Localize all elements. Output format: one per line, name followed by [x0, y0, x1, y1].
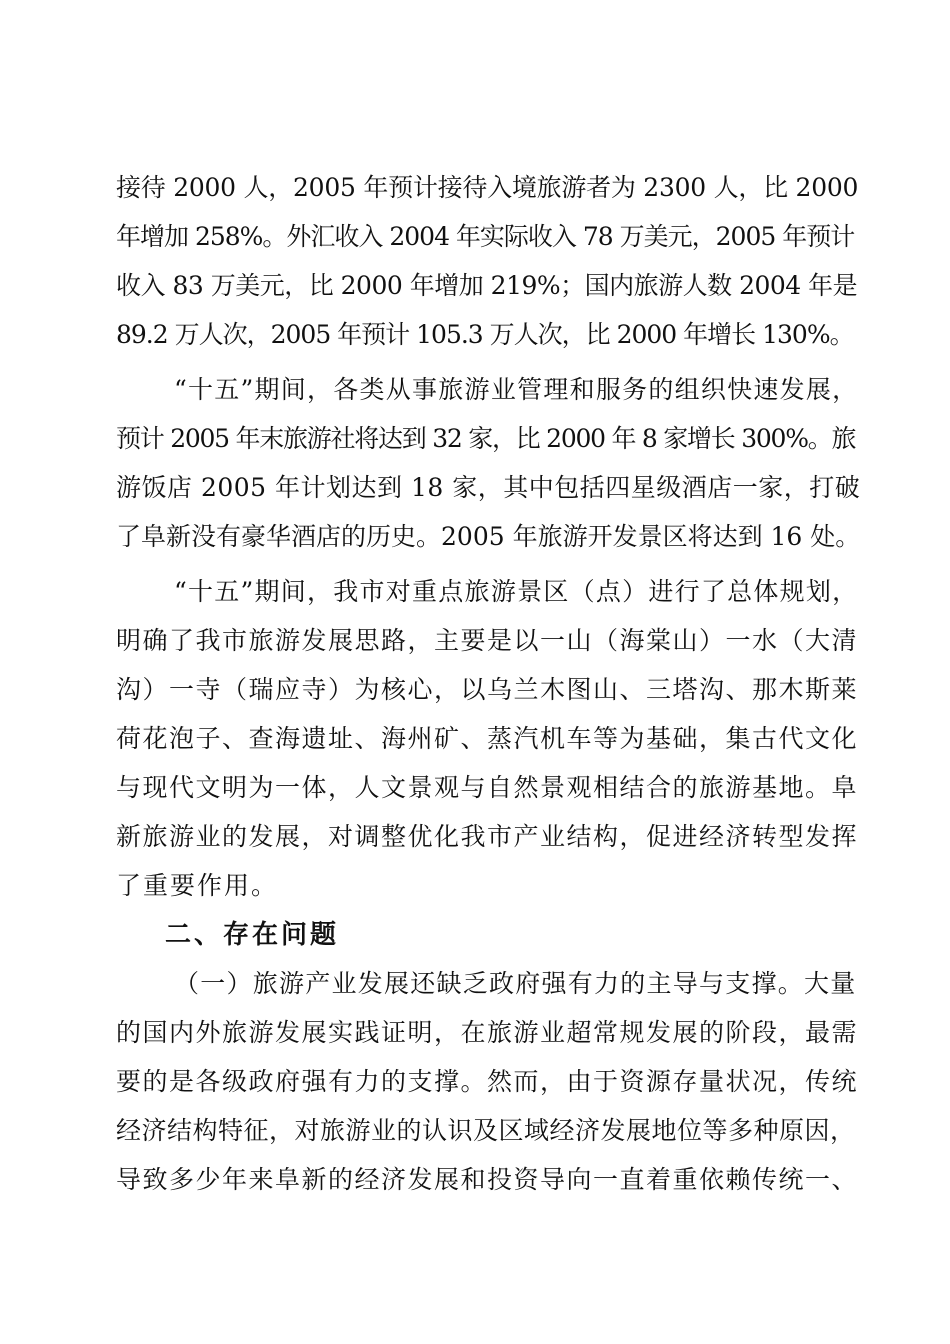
paragraph-2-line-1: “十五”期间，各类从事旅游业管理和服务的组织快速发展，	[174, 375, 859, 404]
paragraph-1-line-1: 接待 2000 人，2005 年预计接待入境旅游者为 2300 人，比 2000	[116, 173, 859, 202]
paragraph-4-line-3: 要的是各级政府强有力的支撑。然而，由于资源存量状况，传统	[116, 1067, 859, 1096]
paragraph-4-line-2: 的国内外旅游发展实践证明，在旅游业超常规发展的阶段，最需	[116, 1018, 859, 1047]
paragraph-3-line-2: 明确了我市旅游发展思路，主要是以一山（海棠山）一水（大清	[116, 626, 859, 655]
paragraph-4-line-4: 经济结构特征，对旅游业的认识及区域经济发展地位等多种原因，	[116, 1116, 856, 1145]
paragraph-4-line-1: （一）旅游产业发展还缺乏政府强有力的主导与支撑。大量	[174, 969, 857, 998]
paragraph-3-line-6: 新旅游业的发展，对调整优化我市产业结构，促进经济转型发挥	[116, 822, 859, 851]
paragraph-1-line-4: 89.2 万人次，2005 年预计 105.3 万人次，比 2000 年增长 130%。	[116, 320, 854, 349]
paragraph-1-line-3: 收入 83 万美元，比 2000 年增加 219%；国内旅游人数 2004 年是	[116, 271, 858, 300]
paragraph-3-line-3: 沟）一寺（瑞应寺）为核心，以乌兰木图山、三塔沟、那木斯莱	[116, 675, 859, 704]
paragraph-3-line-5: 与现代文明为一体，人文景观与自然景观相结合的旅游基地。阜	[116, 773, 859, 802]
paragraph-3-line-4: 荷花泡子、查海遗址、海州矿、蒸汽机车等为基础，集古代文化	[116, 724, 859, 753]
paragraph-2-line-4: 了阜新没有豪华酒店的历史。2005 年旅游开发景区将达到 16 处。	[116, 522, 861, 551]
paragraph-2-line-2: 预计 2005 年末旅游社将达到 32 家，比 2000 年 8 家增长 300%。旅	[116, 424, 856, 453]
paragraph-3-line-7: 了重要作用。	[116, 871, 279, 900]
section-heading: 二、存在问题	[165, 920, 340, 950]
paragraph-1-line-2: 年增加 258%。外汇收入 2004 年实际收入 78 万美元，2005 年预计	[116, 222, 855, 251]
paragraph-3-line-1: “十五”期间，我市对重点旅游景区（点）进行了总体规划，	[174, 577, 859, 606]
paragraph-4-line-5: 导致多少年来阜新的经济发展和投资导向一直着重依赖传统一、	[116, 1165, 859, 1194]
paragraph-2-line-3: 游饭店 2005 年计划达到 18 家，其中包括四星级酒店一家，打破	[116, 473, 861, 502]
